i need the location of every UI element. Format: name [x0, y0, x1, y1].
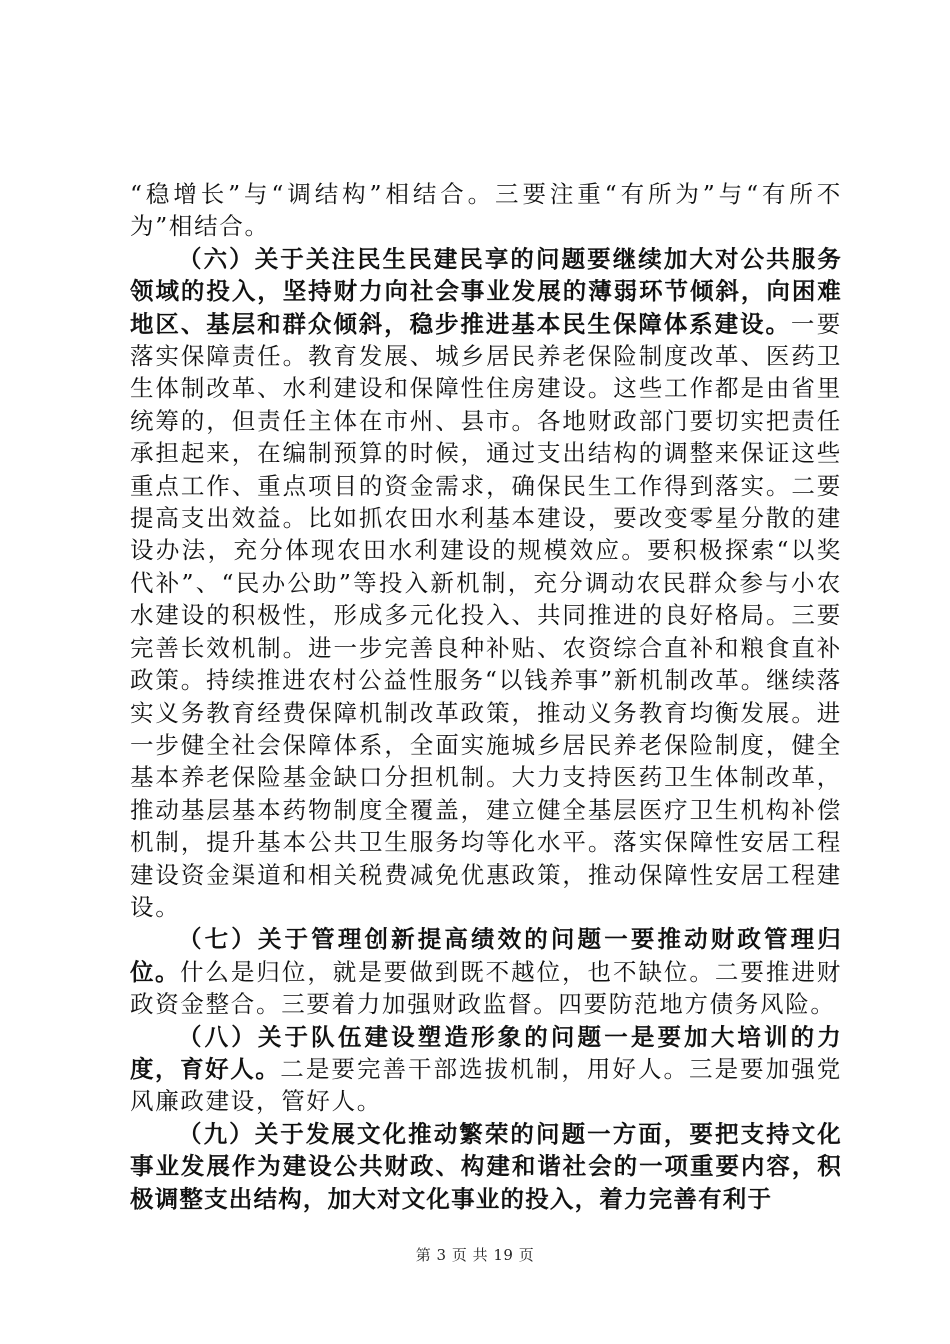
paragraph-body: 什么是归位，就是要做到既不越位，也不缺位。二要推进财政资金整合。三要着力加强财政监督。四要防范地方债务风险。	[130, 957, 842, 1019]
paragraph-section-6	[130, 243, 842, 924]
paragraph-continued	[130, 178, 842, 243]
paragraph-section-8	[130, 1021, 842, 1118]
paragraph-body: 二是要完善干部选拔机制，用好人。三是要加强党风廉政建设，管好人。	[130, 1054, 842, 1116]
paragraph-section-7	[130, 923, 842, 1020]
section-heading: （七）关于管理创新提高绩效的问题一要推动财政管理归位。	[130, 925, 842, 986]
page-number-footer: 第 3 页 共 19 页	[415, 1246, 535, 1264]
paragraph-section-9	[130, 1118, 842, 1215]
section-heading: （八）关于队伍建设塑造形象的问题一是要加大培训的力度，育好人。	[130, 1022, 842, 1083]
paragraph-body: “稳增长”与“调结构”相结合。三要注重“有所为”与“有所不为”相结合。	[130, 180, 842, 241]
section-heading: （六）关于关注民生民建民享的问题要继续加大对公共服务领域的投入，坚持财力向社会事业发展的薄弱环节倾斜，向困难地区、基层和群众倾斜，稳步推进基本民生保障体系建设。	[130, 244, 842, 338]
paragraph-body: 一要落实保障责任。教育发展、城乡居民养老保险制度改革、医药卫生体制改革、水利建设和保障性住房建设。这些工作都是由省里统筹的，但责任主体在市州、县市。各地财政部门要切实把责任承担起来，在编制预算的时候，通过支出结构的调整来保证这些重点工作、重点项目的资金需求，确保民生工作得到落实。二要提高支出效益。比如抓农田水利基本建设，要改变零星分散的建设办法，充分体现农田水利建设的规模效应。要积极探索“以奖代补”、“民办公助”等投入新机制，充分调动农民群众参与小农水建设的积极性，形成多元化投入、共同推进的良好格局。三要完善长效机制。进一步完善良种补贴、农资综合直补和粮食直补政策。持续推进农村公益性服务“以钱养事”新机制改革。继续落实义务教育经费保障机制改革政策，推动义务教育均衡发展。进一步健全社会保障体系，全面实施城乡居民养老保险制度，健全基本养老保险基金缺口分担机制。大力支持医药卫生体制改革，推动基层基本药物制度全覆盖，建立健全基层医疗卫生机构补偿机制，提升基本公共卫生服务均等化水平。落实保障性安居工程建设资金渠道和相关税费减免优惠政策，推动保障性安居工程建设。	[130, 309, 842, 921]
section-heading: （九）关于发展文化推动繁荣的问题一方面，要把支持文化事业发展作为建设公共财政、构建和谐社会的一项重要内容，积极调整支出结构，加大对文化事业的投入，着力完善有利于	[130, 1119, 842, 1213]
document-page	[130, 178, 842, 1215]
